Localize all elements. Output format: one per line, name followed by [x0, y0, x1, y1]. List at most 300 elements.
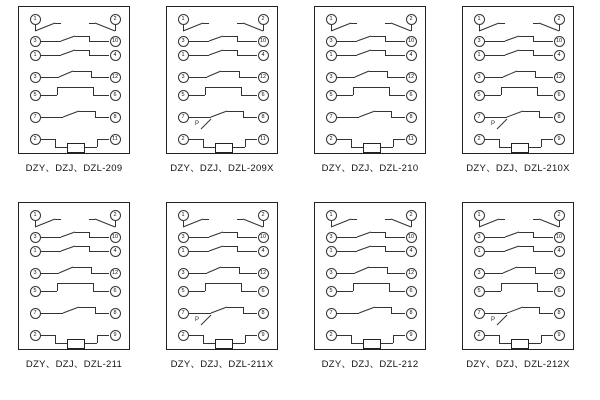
terminal-right-6[interactable]: 8: [258, 308, 269, 319]
wire-segment: [533, 246, 534, 251]
wire-segment: [533, 219, 539, 220]
wire-segment: [41, 291, 57, 292]
terminal-left-1[interactable]: 1: [474, 14, 485, 25]
terminal-left-7[interactable]: 2: [474, 330, 485, 341]
terminal-right-2[interactable]: 10: [258, 36, 269, 47]
diagram-cell-dzl-211x: [152, 202, 292, 370]
wire-segment: [527, 147, 541, 148]
terminal-left-5[interactable]: 5: [178, 286, 189, 297]
diagram-cell-dzl-209: [4, 6, 144, 174]
wire-segment: [237, 246, 238, 251]
wire-segment: [57, 87, 58, 95]
wire-segment: [411, 25, 412, 31]
wire-segment: [189, 139, 203, 140]
wire-segment: [97, 139, 109, 140]
wire-segment: [91, 77, 109, 78]
terminal-left-2[interactable]: 3: [326, 36, 337, 47]
terminal-left-2[interactable]: 3: [178, 232, 189, 243]
wire-segment: [535, 77, 553, 78]
wire-segment: [337, 273, 355, 274]
terminal-left-1[interactable]: 1: [178, 210, 189, 221]
terminal-right-5[interactable]: 6: [554, 286, 565, 297]
wire-segment: [91, 273, 109, 274]
terminal-left-1[interactable]: 1: [474, 210, 485, 221]
wire-segment: [89, 246, 90, 251]
wire-segment: [221, 267, 239, 268]
wire-segment: [539, 313, 553, 314]
wire-segment: [263, 25, 264, 31]
terminal-right-6[interactable]: 8: [554, 112, 565, 123]
wire-segment: [83, 343, 97, 344]
wire-segment: [485, 251, 505, 252]
terminal-left-3[interactable]: 1: [178, 246, 189, 257]
wire-segment: [369, 267, 387, 268]
wire-segment: [537, 283, 538, 291]
wire-segment: [89, 219, 95, 220]
wire-segment: [189, 237, 209, 238]
terminal-right-1[interactable]: 2: [554, 14, 565, 25]
terminal-left-1[interactable]: 1: [326, 210, 337, 221]
terminal-left-5[interactable]: 5: [30, 90, 41, 101]
terminal-left-4[interactable]: 3: [178, 72, 189, 83]
wire-segment: [189, 95, 205, 96]
terminal-right-6[interactable]: 8: [110, 112, 121, 123]
terminal-left-7[interactable]: 2: [326, 330, 337, 341]
terminal-right-3[interactable]: 4: [110, 50, 121, 61]
wire-segment: [41, 117, 63, 118]
wire-segment: [57, 283, 58, 291]
terminal-right-5[interactable]: 6: [406, 286, 417, 297]
terminal-right-5[interactable]: 6: [258, 90, 269, 101]
terminal-left-7[interactable]: 2: [178, 330, 189, 341]
terminal-right-1[interactable]: 2: [554, 210, 565, 221]
wire-segment: [537, 95, 553, 96]
wire-segment: [41, 41, 61, 42]
wire-segment: [391, 313, 405, 314]
wire-segment: [73, 267, 91, 268]
wire-segment: [485, 55, 505, 56]
terminal-left-3[interactable]: 1: [30, 50, 41, 61]
terminal-left-3[interactable]: 1: [326, 50, 337, 61]
terminal-left-7[interactable]: 2: [30, 134, 41, 145]
wire-segment: [237, 219, 243, 220]
wire-segment: [245, 139, 257, 140]
wire-segment: [485, 335, 499, 336]
terminal-left-2[interactable]: 3: [178, 36, 189, 47]
terminal-left-6[interactable]: 7: [178, 112, 189, 123]
wire-segment: [533, 50, 534, 55]
coil-block: [511, 143, 529, 153]
wire-segment: [237, 251, 257, 252]
terminal-right-2[interactable]: 10: [406, 36, 417, 47]
wire-segment: [485, 273, 503, 274]
wire-segment: [519, 50, 533, 51]
relay-diagram-dzl-210: [314, 6, 426, 154]
wire-segment: [237, 232, 238, 237]
wire-segment: [239, 77, 257, 78]
relay-diagram-dzl-210x: [462, 6, 574, 154]
wire-segment: [189, 55, 209, 56]
terminal-left-7[interactable]: 2: [326, 134, 337, 145]
wire-segment: [75, 36, 89, 37]
wire-segment: [337, 313, 359, 314]
terminal-left-2[interactable]: 3: [30, 36, 41, 47]
diagram-caption: DZY、DZJ、DZL-209: [25, 163, 123, 174]
terminal-right-2[interactable]: 10: [110, 36, 121, 47]
wire-segment: [337, 41, 357, 42]
wire-segment: [337, 117, 359, 118]
terminal-right-4[interactable]: 12: [554, 72, 565, 83]
wire-segment: [41, 237, 61, 238]
terminal-left-6[interactable]: 7: [178, 308, 189, 319]
wire-segment: [535, 273, 553, 274]
terminal-left-2[interactable]: 3: [30, 232, 41, 243]
terminal-left-7[interactable]: 2: [178, 134, 189, 145]
wire-segment: [241, 87, 242, 95]
terminal-right-6[interactable]: 8: [554, 308, 565, 319]
wire-segment: [519, 36, 533, 37]
terminal-left-3[interactable]: 1: [474, 50, 485, 61]
wire-segment: [499, 335, 500, 343]
terminal-right-6[interactable]: 8: [110, 308, 121, 319]
annotation-p: P: [491, 121, 496, 127]
terminal-right-5[interactable]: 6: [406, 90, 417, 101]
wire-segment: [95, 117, 109, 118]
wire-segment: [89, 232, 90, 237]
diagram-caption: DZY、DZJ、DZL-212: [321, 359, 419, 370]
terminal-right-5[interactable]: 6: [258, 286, 269, 297]
terminal-left-6[interactable]: 7: [30, 308, 41, 319]
wire-segment: [393, 139, 394, 147]
wire-segment: [385, 237, 405, 238]
wire-segment: [237, 36, 238, 41]
terminal-left-3[interactable]: 1: [178, 50, 189, 61]
wire-segment: [55, 335, 56, 343]
terminal-right-7[interactable]: 9: [258, 330, 269, 341]
wire-segment: [519, 246, 533, 247]
diagram-caption: DZY、DZJ、DZL-212X: [466, 359, 570, 370]
terminal-right-1[interactable]: 2: [406, 14, 417, 25]
wire-segment: [245, 335, 246, 343]
diagram-caption: DZY、DZJ、DZL-211: [25, 359, 123, 370]
terminal-right-6[interactable]: 8: [258, 112, 269, 123]
wire-segment: [227, 111, 243, 112]
wire-segment: [523, 111, 539, 112]
wire-segment: [499, 139, 500, 147]
wire-segment: [541, 335, 553, 336]
terminal-right-1[interactable]: 2: [258, 14, 269, 25]
terminal-left-4[interactable]: 3: [326, 268, 337, 279]
wire-segment: [485, 139, 499, 140]
terminal-right-7[interactable]: 11: [406, 134, 417, 145]
terminal-right-4[interactable]: 12: [258, 268, 269, 279]
terminal-left-4[interactable]: 3: [326, 72, 337, 83]
terminal-right-4[interactable]: 12: [110, 72, 121, 83]
wire-segment: [57, 87, 93, 88]
terminal-right-4[interactable]: 12: [110, 268, 121, 279]
wire-segment: [537, 291, 553, 292]
wire-segment: [351, 343, 363, 344]
terminal-right-2[interactable]: 10: [406, 232, 417, 243]
wire-segment: [519, 232, 533, 233]
wire-segment: [499, 147, 511, 148]
terminal-right-7[interactable]: 11: [258, 134, 269, 145]
terminal-left-6[interactable]: 7: [474, 308, 485, 319]
terminal-left-3[interactable]: 1: [474, 246, 485, 257]
wire-segment: [385, 41, 405, 42]
wire-segment: [371, 36, 385, 37]
wire-segment: [89, 41, 109, 42]
wire-segment: [485, 41, 505, 42]
diagram-caption: DZY、DZJ、DZL-211X: [170, 359, 274, 370]
wire-segment: [189, 77, 207, 78]
wire-segment: [79, 111, 95, 112]
terminal-left-1[interactable]: 1: [178, 14, 189, 25]
terminal-right-3[interactable]: 4: [110, 246, 121, 257]
terminal-right-7[interactable]: 9: [554, 330, 565, 341]
terminal-right-7[interactable]: 11: [110, 134, 121, 145]
wire-segment: [385, 219, 391, 220]
wire-segment: [89, 50, 90, 55]
wire-segment: [485, 313, 507, 314]
terminal-left-4[interactable]: 3: [474, 72, 485, 83]
terminal-left-7[interactable]: 2: [474, 134, 485, 145]
terminal-left-2[interactable]: 3: [474, 232, 485, 243]
wire-segment: [231, 343, 245, 344]
terminal-left-7[interactable]: 2: [30, 330, 41, 341]
wire-segment: [541, 139, 542, 147]
wire-segment: [115, 25, 116, 31]
terminal-left-1[interactable]: 1: [30, 210, 41, 221]
wire-segment: [75, 50, 89, 51]
terminal-left-4[interactable]: 3: [30, 268, 41, 279]
wire-segment: [203, 335, 204, 343]
terminal-right-5[interactable]: 6: [110, 286, 121, 297]
terminal-right-7[interactable]: 9: [554, 134, 565, 145]
terminal-right-3[interactable]: 4: [258, 246, 269, 257]
terminal-right-5[interactable]: 6: [554, 90, 565, 101]
diagram-caption: DZY、DZJ、DZL-209X: [170, 163, 274, 174]
wire-segment: [559, 25, 560, 31]
terminal-left-6[interactable]: 7: [474, 112, 485, 123]
wire-segment: [379, 343, 393, 344]
wire-segment: [379, 147, 393, 148]
wire-segment: [385, 55, 405, 56]
wire-segment: [241, 95, 257, 96]
terminal-right-3[interactable]: 4: [406, 50, 417, 61]
wire-segment: [189, 251, 209, 252]
relay-diagram-dzl-209: [18, 6, 130, 154]
wire-segment: [245, 139, 246, 147]
terminal-right-1[interactable]: 2: [406, 210, 417, 221]
wire-segment: [387, 77, 405, 78]
wire-segment: [189, 41, 209, 42]
terminal-left-2[interactable]: 3: [474, 36, 485, 47]
wire-segment: [499, 23, 505, 24]
terminal-left-5[interactable]: 5: [30, 286, 41, 297]
wire-segment: [241, 283, 242, 291]
wire-segment: [205, 87, 241, 88]
wire-segment: [205, 283, 206, 291]
terminal-right-2[interactable]: 10: [554, 36, 565, 47]
wire-segment: [189, 273, 207, 274]
terminal-left-4[interactable]: 3: [178, 268, 189, 279]
wire-segment: [57, 283, 93, 284]
wire-segment: [527, 343, 541, 344]
wire-segment: [203, 343, 215, 344]
wire-segment: [263, 221, 264, 227]
terminal-left-4[interactable]: 3: [30, 72, 41, 83]
terminal-right-2[interactable]: 10: [554, 232, 565, 243]
wire-segment: [517, 71, 535, 72]
relay-diagram-dzl-211: [18, 202, 130, 350]
terminal-right-2[interactable]: 10: [110, 232, 121, 243]
terminal-left-6[interactable]: 7: [30, 112, 41, 123]
wire-segment: [523, 307, 539, 308]
annotation-p: P: [491, 317, 496, 323]
terminal-right-6[interactable]: 8: [406, 308, 417, 319]
wire-segment: [189, 313, 211, 314]
wire-segment: [41, 313, 63, 314]
terminal-right-4[interactable]: 12: [554, 268, 565, 279]
wire-segment: [189, 117, 211, 118]
wire-segment: [223, 50, 237, 51]
wire-segment: [501, 87, 537, 88]
wire-segment: [221, 71, 239, 72]
wire-segment: [41, 95, 57, 96]
wire-segment: [533, 55, 553, 56]
terminal-left-3[interactable]: 1: [30, 246, 41, 257]
wire-segment: [389, 283, 390, 291]
wire-segment: [501, 283, 502, 291]
wire-segment: [243, 313, 257, 314]
wire-segment: [205, 283, 241, 284]
wire-segment: [501, 87, 502, 95]
wire-segment: [371, 50, 385, 51]
wire-segment: [539, 117, 553, 118]
wire-segment: [353, 283, 354, 291]
relay-diagram-dzl-209x: [166, 6, 278, 154]
wire-segment: [375, 307, 391, 308]
terminal-right-4[interactable]: 12: [406, 268, 417, 279]
terminal-right-1[interactable]: 2: [258, 210, 269, 221]
wire-segment: [337, 291, 353, 292]
wire-segment: [499, 343, 511, 344]
wire-segment: [237, 41, 257, 42]
wire-segment: [393, 335, 394, 343]
wire-segment: [75, 246, 89, 247]
wire-segment: [533, 41, 553, 42]
wire-segment: [239, 273, 257, 274]
terminal-left-5[interactable]: 5: [178, 90, 189, 101]
wire-segment: [89, 23, 95, 24]
wire-segment: [485, 77, 503, 78]
wire-segment: [371, 246, 385, 247]
terminal-left-1[interactable]: 1: [30, 14, 41, 25]
wire-segment: [501, 283, 537, 284]
coil-block: [215, 339, 233, 349]
wire-segment: [533, 23, 539, 24]
wire-segment: [351, 335, 352, 343]
wire-segment: [351, 219, 357, 220]
wire-segment: [337, 251, 357, 252]
wire-segment: [95, 313, 109, 314]
annotation-p: P: [195, 317, 200, 323]
wire-segment: [351, 147, 363, 148]
coil-block: [363, 339, 381, 349]
terminal-right-4[interactable]: 12: [258, 72, 269, 83]
terminal-left-6[interactable]: 7: [326, 308, 337, 319]
coil-block: [363, 143, 381, 153]
wire-segment: [41, 251, 61, 252]
terminal-right-3[interactable]: 4: [554, 246, 565, 257]
terminal-left-4[interactable]: 3: [474, 268, 485, 279]
terminal-left-1[interactable]: 1: [326, 14, 337, 25]
wire-segment: [389, 87, 390, 95]
terminal-left-3[interactable]: 1: [326, 246, 337, 257]
terminal-left-6[interactable]: 7: [326, 112, 337, 123]
terminal-left-5[interactable]: 5: [326, 90, 337, 101]
wire-segment: [337, 77, 355, 78]
terminal-right-3[interactable]: 4: [406, 246, 417, 257]
terminal-right-2[interactable]: 10: [258, 232, 269, 243]
wire-segment: [391, 117, 405, 118]
wire-segment: [243, 117, 257, 118]
wire-segment: [89, 251, 109, 252]
wire-segment: [375, 111, 391, 112]
wire-segment: [385, 36, 386, 41]
wire-segment: [385, 246, 386, 251]
coil-block: [67, 339, 85, 349]
terminal-right-1[interactable]: 2: [110, 14, 121, 25]
terminal-right-1[interactable]: 2: [110, 210, 121, 221]
wire-segment: [353, 87, 389, 88]
terminal-right-3[interactable]: 4: [554, 50, 565, 61]
wire-segment: [73, 71, 91, 72]
wire-segment: [115, 221, 116, 227]
terminal-right-5[interactable]: 6: [110, 90, 121, 101]
wire-segment: [55, 343, 67, 344]
terminal-right-4[interactable]: 12: [406, 72, 417, 83]
wire-segment: [337, 95, 353, 96]
wire-segment: [533, 36, 534, 41]
wire-segment: [385, 251, 405, 252]
coil-block: [215, 143, 233, 153]
diagram-cell-dzl-212: [300, 202, 440, 370]
wire-segment: [231, 147, 245, 148]
diagram-caption: DZY、DZJ、DZL-210: [321, 163, 419, 174]
wire-segment: [533, 251, 553, 252]
diagram-cell-dzl-210: [300, 6, 440, 174]
wire-segment: [227, 307, 243, 308]
wire-segment: [353, 87, 354, 95]
terminal-right-7[interactable]: 9: [110, 330, 121, 341]
terminal-right-3[interactable]: 4: [258, 50, 269, 61]
wire-segment: [385, 23, 391, 24]
terminal-right-6[interactable]: 8: [406, 112, 417, 123]
wire-segment: [485, 237, 505, 238]
wire-segment: [387, 273, 405, 274]
wire-segment: [97, 335, 109, 336]
terminal-left-5[interactable]: 5: [474, 90, 485, 101]
terminal-left-5[interactable]: 5: [474, 286, 485, 297]
terminal-left-2[interactable]: 3: [326, 232, 337, 243]
terminal-left-5[interactable]: 5: [326, 286, 337, 297]
wire-segment: [237, 55, 257, 56]
coil-block: [67, 143, 85, 153]
terminal-right-7[interactable]: 9: [406, 330, 417, 341]
wire-segment: [55, 139, 56, 147]
